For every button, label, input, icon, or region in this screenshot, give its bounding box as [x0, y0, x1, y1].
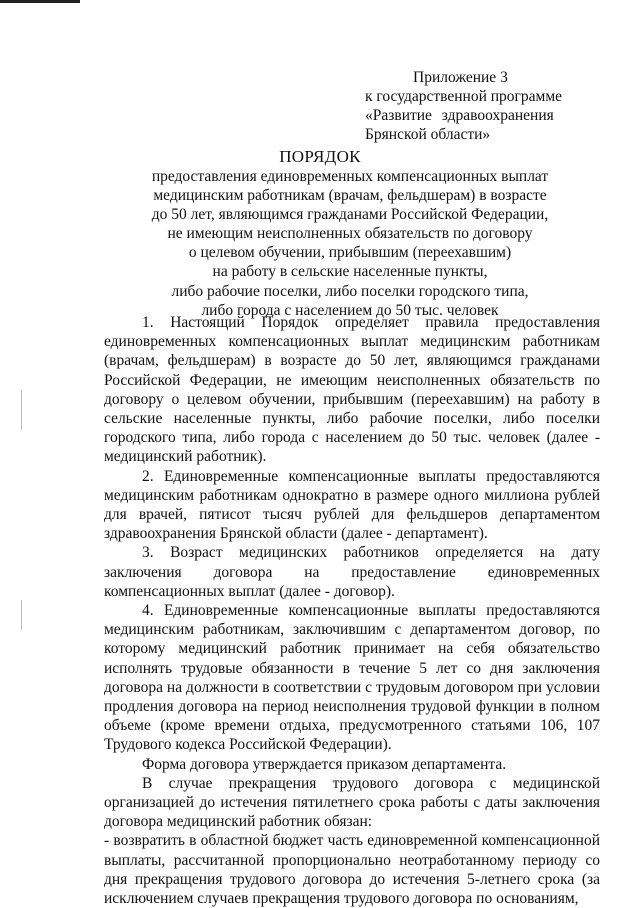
- subtitle-line: не имеющим неисполненных обязательств по договору: [167, 225, 533, 243]
- document-body: [104, 313, 600, 908]
- scan-artifact: [21, 390, 22, 430]
- subtitle-line: либо рабочие поселки, либо поселки городского типа,: [171, 282, 529, 300]
- subtitle-line: до 50 лет, являющимся гражданами Российской Федерации,: [151, 206, 549, 224]
- document-title: ПОРЯДОК: [279, 147, 361, 166]
- subtitle-line: либо города с населением до 50 тыс. человек: [201, 301, 499, 319]
- paragraph-form: Форма договора утверждается приказом департамента.: [142, 755, 507, 773]
- appendix-header: [365, 68, 595, 144]
- paragraph-3: 3. Возраст медицинских работников определяется на дату заключения договора на предоставление единовременных компенсационных выплат (далее - договор).: [104, 544, 600, 600]
- paragraph-1: 1. Настоящий Порядок определяет правила предоставления единовременных компенсационных выплат медицинским работникам (врачам, фельдшерам) в возрасте до 50 лет, являющимся гражданами Российской Федерации, не имеющим неисполненных обязательств по договору о целевом обучении, прибывшим (переехавшим) на работу в сельские населенные пункты, либо рабочие поселки, либо поселки городского типа, либо города с населением до 50 тыс. человек (далее - медицинский работник).: [104, 314, 600, 466]
- appendix-line: Брянской области»: [365, 126, 491, 143]
- appendix-line: к государственной программе: [365, 88, 563, 105]
- subtitle-line: о целевом обучении, прибывшим (переехавшим): [188, 244, 512, 262]
- top-edge-rule: [0, 0, 80, 3]
- paragraph-termination: В случае прекращения трудового договора с медицинской организацией до истечения пятилетнего срока работы с даты заключения договора медицинский работник обязан:: [104, 774, 600, 831]
- appendix-line: «Развитие здравоохранения: [365, 107, 554, 124]
- subtitle-line: предоставления единовременных компенсационных выплат: [151, 168, 549, 185]
- document-subtitle: [100, 167, 600, 320]
- scan-artifact: [21, 600, 22, 630]
- subtitle-line: медицинским работникам (врачам, фельдшерам) в возрасте: [153, 187, 547, 205]
- paragraph-obligation: - возвратить в областной бюджет часть единовременной компенсационной выплаты, рассчитанной пропорционально неотработанному периоду со дня прекращения трудового договора до истечения 5-летнего срока (за исключением случаев прекращения трудового договора по основаниям,: [104, 832, 600, 908]
- paragraph-2: 2. Единовременные компенсационные выплаты предоставляются медицинским работникам однократно в размере одного миллиона рублей для врачей, пятисот тысяч рублей для фельдшеров департаментом здравоохранения Брянской области (далее - департамент).: [104, 467, 600, 543]
- paragraph-4: 4. Единовременные компенсационные выплаты предоставляются медицинским работникам, заключившим с департаментом договор, по которому медицинский работник принимает на себя обязательство исполнять трудовые обязанности в течение 5 лет со дня заключения договора на должности в соответствии с трудовым договором при условии продления договора на период неисполнения трудовой функции в полном объеме (кроме времени отдыха, предусмотренного статьями 106, 107 Трудового кодекса Российской Федерации).: [104, 602, 600, 754]
- appendix-line: Приложение 3: [413, 69, 508, 86]
- subtitle-line: на работу в сельские населенные пункты,: [212, 263, 488, 281]
